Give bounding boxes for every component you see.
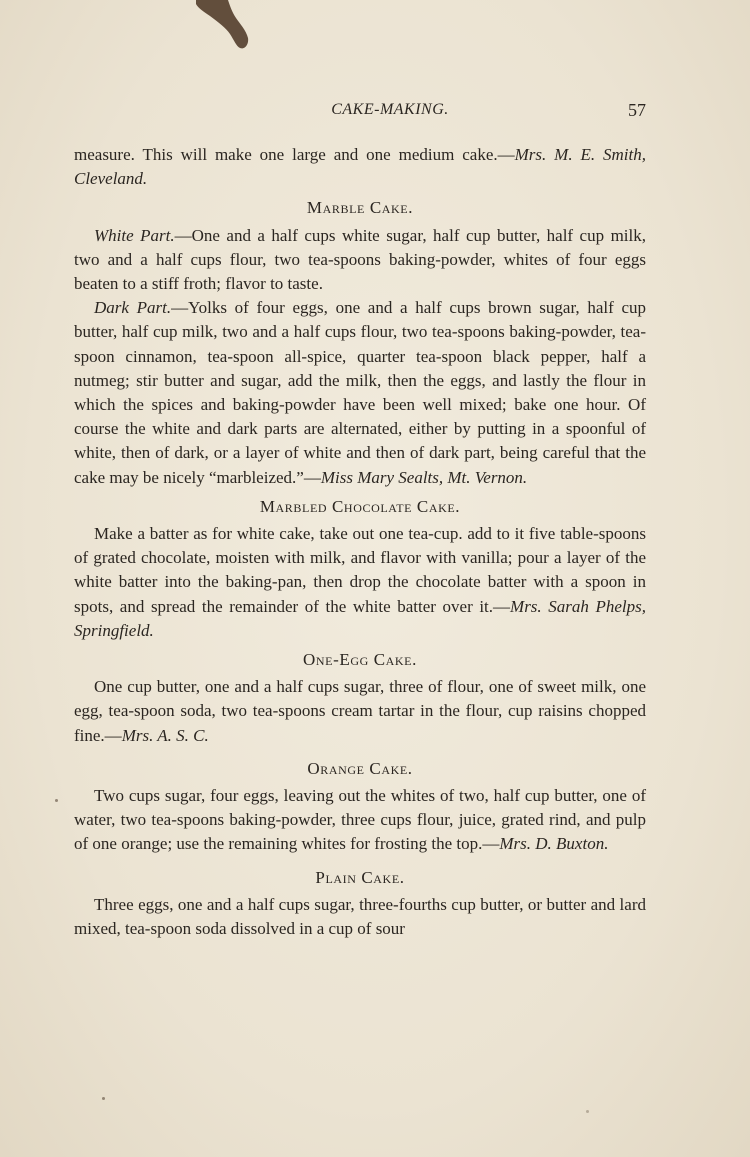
marble-cake-dark-paragraph — [74, 296, 646, 490]
paper-speck — [586, 1110, 589, 1113]
plain-cake-paragraph — [74, 893, 646, 941]
running-head: CAKE-MAKING. — [331, 101, 449, 118]
intro-text: measure. This will make one large and one medium cake.— — [74, 145, 515, 164]
page-header — [74, 101, 646, 127]
intro-signature: Mrs. M. E. Smith, Cleveland. — [74, 145, 647, 189]
marble-cake-heading: Marble Cake. — [306, 198, 414, 218]
white-part-text: —One and a half cups white sugar, half cup butter, half cup milk, two and a half cups flour, two tea-spoons baking-powder, whites of four eggs beaten to a stiff froth; flavor to taste. — [74, 225, 646, 294]
plain-cake-text: Three eggs, one and a half cups sugar, three-fourths cup butter, or butter and lard mixed, tea-spoon soda dissolved in a cup of sour — [74, 894, 646, 939]
marble-cake-white-paragraph — [74, 224, 646, 297]
paper-speck — [55, 799, 58, 802]
plain-cake-heading: Plain Cake. — [315, 867, 405, 887]
one-egg-cake-text: One cup butter, one and a half cups sugar, three of flour, one of sweet milk, one egg, tea-spoon soda, two tea-spoons cream tartar in the flour, cup raisins chopped fine.— — [74, 677, 646, 745]
page-content — [74, 143, 646, 941]
orange-cake-heading: Orange Cake. — [307, 758, 413, 778]
marbled-chocolate-cake-signature: Mrs. Sarah Phelps, Springfield. — [74, 596, 646, 640]
one-egg-cake-signature: Mrs. A. S. C. — [121, 725, 209, 745]
one-egg-cake-heading: One-Egg Cake. — [303, 650, 417, 670]
marbled-chocolate-cake-heading: Marbled Chocolate Cake. — [259, 496, 461, 516]
page-number: 57 — [628, 100, 646, 120]
marble-cake-signature: Miss Mary Sealts, Mt. Vernon. — [320, 467, 528, 487]
paper-speck — [102, 1097, 105, 1100]
intro-paragraph — [74, 143, 646, 191]
white-part-lead: White Part. — [94, 225, 175, 245]
dark-part-text: —Yolks of four eggs, one and a half cups brown sugar, half cup butter, half cup milk, two and a half cups flour, two tea-spoons baking-powder, tea-spoon cinnamon, tea-spoon all-spice, quarter tea-spoon black pepper, half a nutmeg; stir butter and sugar, add the milk, then the eggs, and lastly the flour in which the spices and baking-powder have been well mixed; bake one hour. Of course the white and dark parts are alternated, either by putting in a spoonful of white, then of dark, or a layer of white and then of dark part, being careful that the cake may be nicely “marbleized.”— — [74, 298, 646, 487]
dark-part-lead: Dark Part. — [94, 298, 172, 318]
one-egg-cake-paragraph — [74, 675, 646, 748]
marbled-chocolate-cake-text: Make a batter as for white cake, take out one tea-cup. add to it five table-spoons of grated chocolate, moisten with milk, and flavor with vanilla; pour a layer of the white batter into the baking-pan, then drop the chocolate batter with a spoon in spots, and spread the remainder of the white batter over it.— — [74, 524, 646, 616]
orange-cake-signature: Mrs. D. Buxton. — [499, 834, 609, 854]
orange-cake-text: Two cups sugar, four eggs, leaving out the whites of two, half cup butter, one of water, two tea-spoons baking-powder, three cups flour, juice, grated rind, and pulp of one orange; use the remaining whites for frosting the top.— — [74, 786, 646, 854]
marbled-chocolate-cake-paragraph — [74, 522, 646, 643]
orange-cake-paragraph — [74, 784, 646, 857]
ink-stain — [196, 0, 254, 52]
